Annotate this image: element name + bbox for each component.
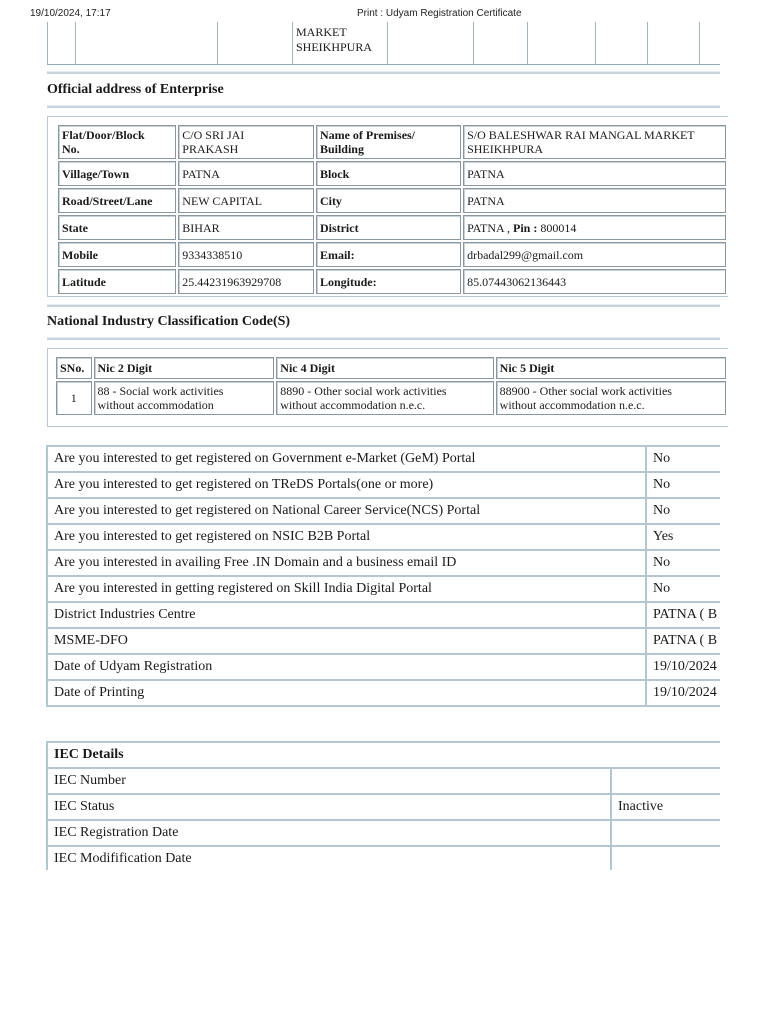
question-label: MSME-DFO (47, 628, 646, 654)
header-sno: SNo. (56, 357, 92, 379)
pin-value: 800014 (537, 220, 577, 235)
block-value: PATNA (463, 161, 726, 186)
value-line: PRAKASH (182, 142, 239, 156)
village-town-label: Village/Town (58, 161, 176, 186)
table-row (47, 846, 720, 870)
email-label: Email: (316, 242, 461, 267)
question-label: Are you interested to get registered on Government e-Market (GeM) Portal (47, 446, 646, 472)
latitude-value: 25.44231963929708 (178, 269, 314, 294)
road-street-value: NEW CAPITAL (178, 188, 314, 213)
iec-value (611, 820, 720, 846)
district-name: PATNA , (467, 220, 513, 235)
value-line: SHEIKHPURA (467, 142, 544, 156)
city-value: PATNA (463, 188, 726, 213)
iec-details-title: IEC Details (47, 742, 720, 768)
longitude-value: 85.07443062136443 (463, 269, 726, 294)
label-line: No. (62, 142, 80, 156)
fragment-line-2: SHEIKHPURA (296, 40, 373, 54)
value-line: S/O BALESHWAR RAI MANGAL MARKET (467, 128, 695, 142)
value-line: 88900 - Other social work activities (499, 384, 672, 398)
answer-value: No (646, 446, 720, 472)
value-line: C/O SRI JAI (182, 128, 245, 142)
iec-label: IEC Modifification Date (47, 846, 611, 870)
iec-label: IEC Status (47, 794, 611, 820)
header-nic5: Nic 5 Digit (496, 357, 726, 379)
value-line: 8890 - Other social work activities (280, 384, 447, 398)
header-nic4: Nic 4 Digit (276, 357, 493, 379)
table-header-row (47, 742, 720, 768)
table-row (47, 602, 720, 628)
table-row (47, 472, 720, 498)
table-row (47, 498, 720, 524)
label-line: Flat/Door/Block (62, 128, 145, 142)
answer-value: 19/10/2024 (646, 654, 720, 680)
table-row (47, 794, 720, 820)
question-label: Date of Udyam Registration (47, 654, 646, 680)
question-label: Are you interested in availing Free .IN Domain and a business email ID (47, 550, 646, 576)
answer-value: No (646, 576, 720, 602)
answer-value: Yes (646, 524, 720, 550)
pin-label: Pin : (513, 220, 538, 235)
fragment-line-1: MARKET (296, 25, 347, 39)
email-value: drbadal299@gmail.com (463, 242, 726, 267)
value-line: 88 - Social work activities (97, 384, 224, 398)
question-label: Date of Printing (47, 680, 646, 706)
table-row (47, 550, 720, 576)
iec-label: IEC Registration Date (47, 820, 611, 846)
state-label: State (58, 215, 176, 240)
value-line: without accommodation n.e.c. (499, 398, 645, 412)
mobile-value: 9334338510 (178, 242, 314, 267)
answer-value: No (646, 550, 720, 576)
print-timestamp: 19/10/2024, 17:17 (30, 8, 111, 19)
latitude-label: Latitude (58, 269, 176, 294)
section-title-nic: National Industry Classification Code(S) (47, 314, 291, 329)
road-street-label: Road/Street/Lane (58, 188, 176, 213)
print-title: Print : Udyam Registration Certificate (357, 8, 522, 19)
value-line: without accommodation n.e.c. (280, 398, 426, 412)
block-label: Block (316, 161, 461, 186)
iec-label: IEC Number (47, 768, 611, 794)
city-label: City (316, 188, 461, 213)
iec-value (611, 846, 720, 870)
district-label: District (316, 215, 461, 240)
iec-value: Inactive (611, 794, 720, 820)
answer-value: No (646, 498, 720, 524)
longitude-label: Longitude: (316, 269, 461, 294)
registration-preferences-table (46, 445, 720, 707)
label-line: Name of Premises/ (319, 128, 416, 142)
question-label: Are you interested in getting registered on Skill India Digital Portal (47, 576, 646, 602)
table-row (47, 820, 720, 846)
table-row (47, 654, 720, 680)
header-nic2: Nic 2 Digit (94, 357, 275, 379)
question-label: Are you interested to get registered on TReDS Portals(one or more) (47, 472, 646, 498)
mobile-label: Mobile (58, 242, 176, 267)
state-value: BIHAR (178, 215, 314, 240)
nic-sno: 1 (56, 381, 92, 415)
answer-value: No (646, 472, 720, 498)
label-line: Building (319, 142, 364, 156)
table-row (47, 576, 720, 602)
iec-details-table (46, 741, 720, 870)
iec-value (611, 768, 720, 794)
table-row (47, 680, 720, 706)
answer-value: PATNA ( B (646, 602, 720, 628)
table-row (47, 446, 720, 472)
value-line: without accommodation (97, 398, 214, 412)
village-town-value: PATNA (178, 161, 314, 186)
answer-value: PATNA ( B (646, 628, 720, 654)
section-title-official-address: Official address of Enterprise (47, 82, 224, 97)
table-row (47, 768, 720, 794)
question-label: District Industries Centre (47, 602, 646, 628)
table-row (47, 628, 720, 654)
answer-value: 19/10/2024 (646, 680, 720, 706)
table-row (47, 524, 720, 550)
question-label: Are you interested to get registered on NSIC B2B Portal (47, 524, 646, 550)
question-label: Are you interested to get registered on National Career Service(NCS) Portal (47, 498, 646, 524)
